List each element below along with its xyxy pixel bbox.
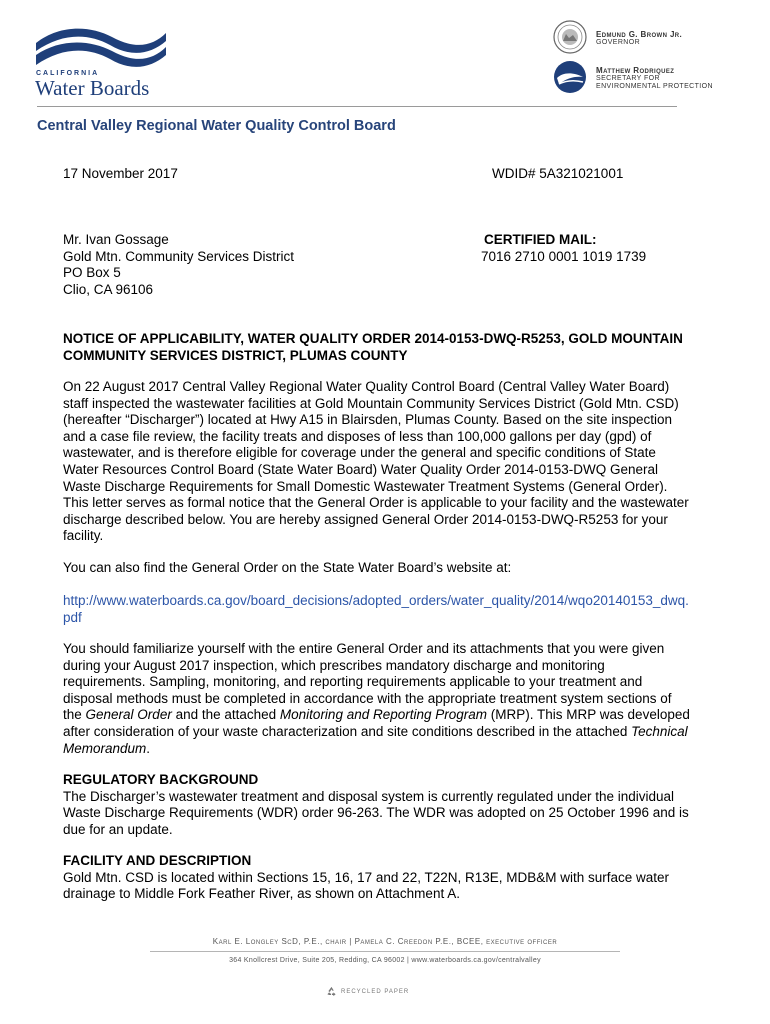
paragraph-notice bbox=[63, 379, 713, 545]
governor-title: GOVERNOR bbox=[596, 39, 641, 46]
certified-mail-number: 7016 2710 0001 1019 1739 bbox=[481, 248, 647, 264]
paragraph-line: facility. bbox=[63, 528, 104, 544]
paragraph-line: staff inspected the wastewater facilities at Gold Mountain Community Services District (Gold Mtn. CSD) bbox=[63, 395, 679, 411]
footer-address: 364 Knollcrest Drive, Suite 205, Redding, CA 96002 | www.waterboards.ca.gov/centralvalley bbox=[229, 957, 541, 964]
certified-mail-block bbox=[481, 232, 646, 265]
regulatory-section bbox=[63, 772, 713, 838]
secretary-name: Matthew Rodriquez bbox=[596, 66, 675, 75]
subject-line-2: COMMUNITY SERVICES DISTRICT, PLUMAS COUNTY bbox=[63, 347, 408, 363]
paragraph-line: Waste Discharge Requirements for Small Domestic Wastewater Treatment Systems (General Order). bbox=[63, 478, 668, 494]
text-run: (MRP). This MRP was developed bbox=[487, 707, 690, 723]
paragraph-line: discharge described below. You are hereby assigned General Order 2014-0153-DWQ-R5253 for your bbox=[63, 511, 668, 527]
state-seal-icon bbox=[553, 20, 587, 54]
paragraph-line bbox=[63, 707, 713, 724]
recipient-address-line1: PO Box 5 bbox=[63, 265, 121, 280]
text-run-italic: Memorandum bbox=[63, 740, 147, 756]
paragraph-line: and a case file review, the facility treats and disposes of less than 100,000 gallons per day (gpd) of bbox=[63, 428, 652, 444]
text-run: the bbox=[63, 707, 86, 723]
text-run: and the attached bbox=[171, 707, 280, 723]
text-run-italic: Monitoring and Reporting Program bbox=[279, 707, 488, 723]
wdid-number: WDID# 5A321021001 bbox=[492, 166, 624, 181]
subject-line-1: NOTICE OF APPLICABILITY, WATER QUALITY ORDER 2014-0153-DWQ-R5253, GOLD MOUNTAIN bbox=[63, 331, 683, 346]
state-label: CALIFORNIA bbox=[36, 70, 100, 77]
text-run: . bbox=[146, 740, 151, 756]
link-line-1[interactable]: http://www.waterboards.ca.gov/board_decisions/adopted_orders/water_quality/2014/wqo20140153_dwq. bbox=[63, 593, 689, 608]
paragraph-line: The Discharger’s wastewater treatment and disposal system is currently regulated under the individual bbox=[63, 788, 675, 804]
footer-officers: Karl E. Longley ScD, P.E., chair | Pamela C. Creedon P.E., BCEE, executive officer bbox=[212, 937, 558, 946]
secretary-title-2: ENVIRONMENTAL PROTECTION bbox=[596, 83, 713, 90]
paragraph-line: On 22 August 2017 Central Valley Regional Water Quality Control Board (Central Valley Water Board) bbox=[63, 379, 670, 394]
paragraph-line: You should familiarize yourself with the entire General Order and its attachments that you were given bbox=[63, 641, 665, 656]
facility-heading: FACILITY AND DESCRIPTION bbox=[63, 853, 252, 868]
paragraph-line: Waste Discharge Requirements (WDR) order 96-263. The WDR was adopted on 25 October 1996 and is bbox=[63, 805, 689, 821]
recipient-name: Mr. Ivan Gossage bbox=[63, 232, 169, 247]
recycled-paper-mark bbox=[326, 986, 409, 997]
letterhead-divider bbox=[37, 106, 677, 107]
agency-name: Water Boards bbox=[35, 76, 150, 100]
recipient-block bbox=[63, 232, 294, 298]
governor-block bbox=[596, 31, 682, 47]
certified-mail-label: CERTIFIED MAIL: bbox=[484, 232, 597, 247]
letter-date: 17 November 2017 bbox=[63, 166, 178, 181]
paragraph-line: wastewater, and is therefore eligible for coverage under the general and specific conditions of State bbox=[63, 445, 656, 461]
paragraph-line: drainage to Middle Fork Feather River, as shown on Attachment A. bbox=[63, 886, 460, 902]
paragraph-line: disposal methods must be completed in accordance with the appropriate treatment system sections of bbox=[63, 690, 672, 706]
text-run-italic: Technical bbox=[631, 723, 688, 739]
recycled-paper-label: RECYCLED PAPER bbox=[341, 988, 410, 995]
regulatory-heading: REGULATORY BACKGROUND bbox=[63, 772, 259, 787]
recycle-icon bbox=[326, 986, 337, 997]
recipient-address-line2: Clio, CA 96106 bbox=[63, 281, 154, 297]
general-order-link[interactable] bbox=[63, 593, 713, 626]
paragraph-line: Gold Mtn. CSD is located within Sections 15, 16, 17 and 22, T22N, R13E, MDB&M with surface water bbox=[63, 869, 670, 885]
text-run: after consideration of your waste characterization and site conditions described in the attached bbox=[63, 723, 632, 739]
paragraph-line: requirements. Sampling, monitoring, and reporting requirements applicable to your treatment and bbox=[63, 674, 643, 690]
recipient-org: Gold Mtn. Community Services District bbox=[63, 248, 295, 264]
paragraph-familiarize bbox=[63, 641, 713, 757]
paragraph-line bbox=[63, 741, 713, 758]
facility-section bbox=[63, 853, 713, 903]
footer-divider bbox=[150, 951, 620, 952]
secretary-title-1: SECRETARY FOR bbox=[596, 75, 660, 82]
paragraph-line bbox=[63, 724, 713, 741]
paragraph-line: Water Resources Control Board (State Water Board) Water Quality Order 2014-0153-DWQ General bbox=[63, 461, 658, 477]
water-boards-wave-logo bbox=[34, 23, 169, 71]
subject-heading bbox=[63, 331, 683, 364]
secretary-block bbox=[596, 67, 713, 91]
board-name: Central Valley Regional Water Quality Control Board bbox=[37, 118, 396, 134]
paragraph-line: during your August 2017 inspection, which prescribes mandatory discharge and monitoring bbox=[63, 657, 605, 673]
paragraph-website: You can also find the General Order on the State Water Board’s website at: bbox=[63, 560, 512, 575]
paragraph-line: due for an update. bbox=[63, 821, 173, 837]
calepa-logo-icon bbox=[553, 60, 587, 94]
paragraph-line: This letter serves as formal notice that the General Order is applicable to your facility and the wastewater bbox=[63, 495, 689, 511]
governor-name: Edmund G. Brown Jr. bbox=[596, 30, 683, 39]
paragraph-line: (hereafter “Discharger”) located at Hwy A15 in Blairsden, Plumas County. Based on the site inspection bbox=[63, 412, 673, 428]
text-run-italic: General Order bbox=[85, 707, 172, 723]
link-line-2[interactable]: pdf bbox=[63, 609, 82, 625]
